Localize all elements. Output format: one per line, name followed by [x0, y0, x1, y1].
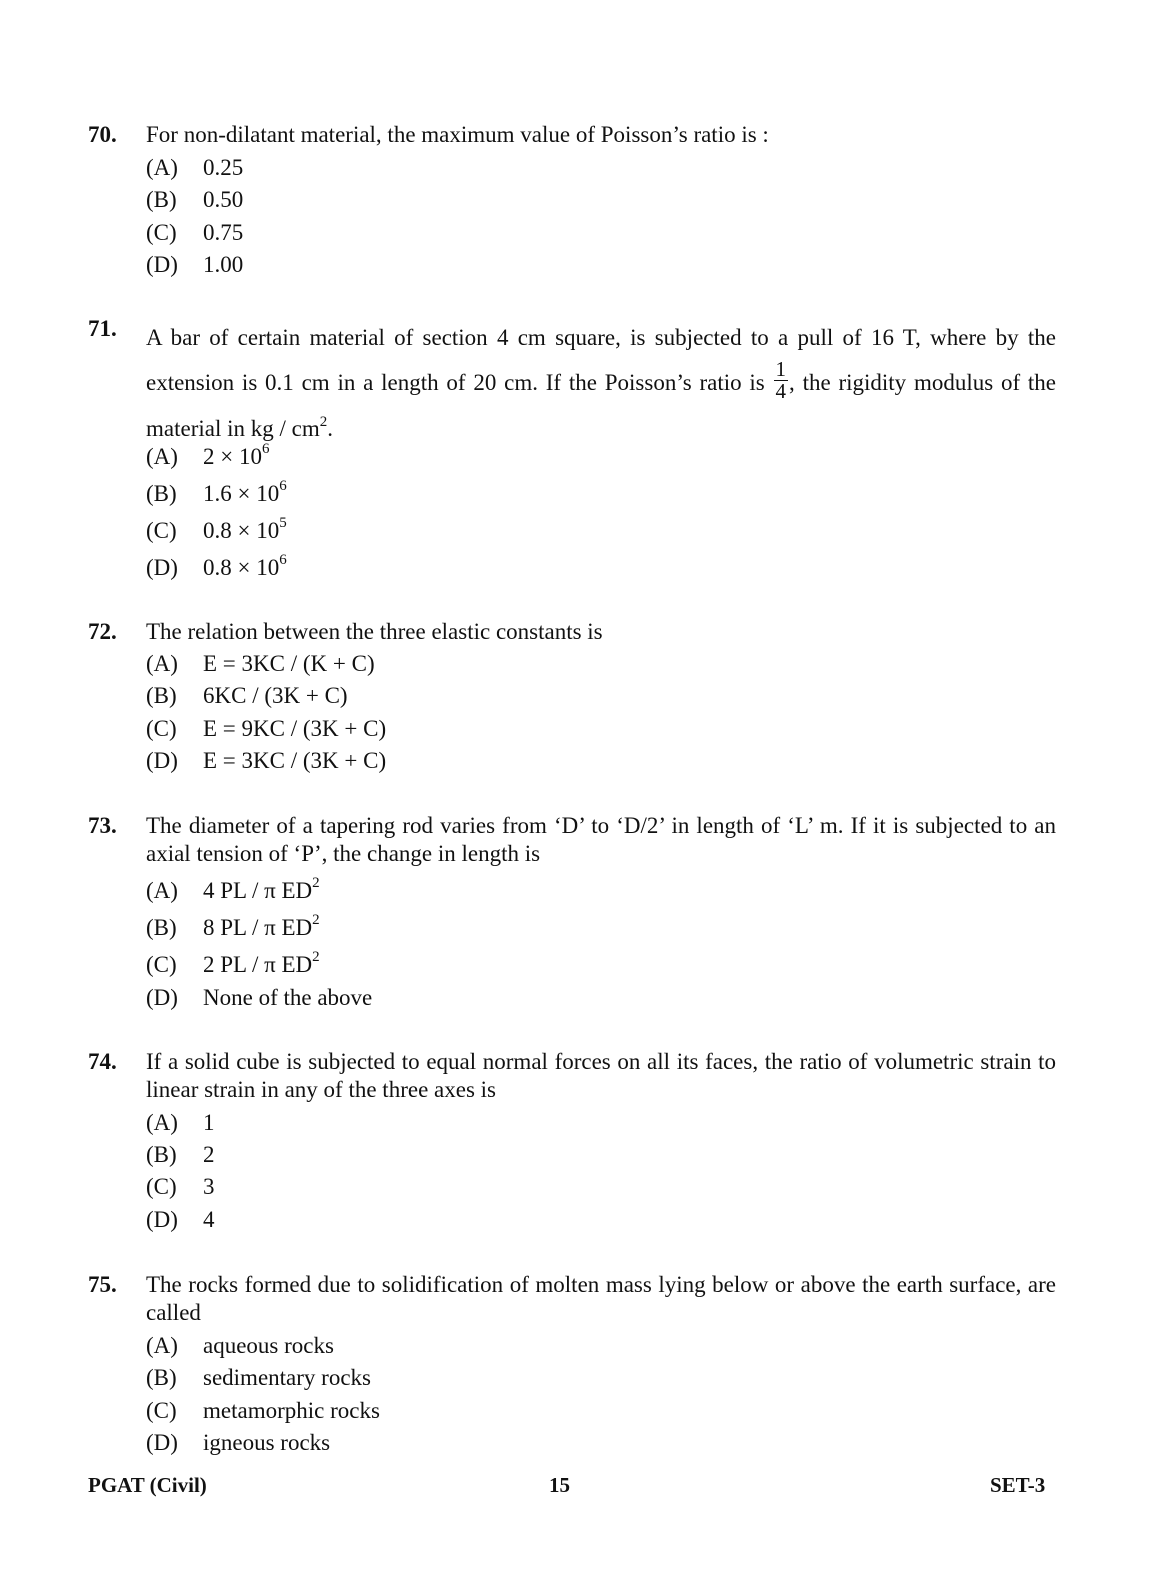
option-label: (B) — [146, 187, 177, 212]
option-exponent: 2 — [312, 875, 320, 892]
question-number: 72. — [88, 619, 117, 644]
option-text: 8 PL / π ED — [203, 915, 313, 940]
option-label: (D) — [146, 748, 178, 773]
footer-set-number: SET-3 — [990, 1473, 1046, 1497]
option-exponent: 6 — [279, 478, 287, 495]
option-text: sedimentary rocks — [203, 1365, 371, 1390]
option-c — [146, 715, 386, 743]
option-label: (B) — [146, 683, 177, 708]
option-d — [146, 251, 243, 279]
unit-exponent: 2 — [319, 413, 328, 430]
option-b — [146, 480, 287, 508]
option-label: (C) — [146, 1174, 177, 1199]
option-d — [146, 1206, 215, 1234]
option-label: (B) — [146, 915, 177, 940]
option-b — [146, 682, 348, 710]
option-d — [146, 554, 287, 582]
option-b — [146, 914, 320, 942]
option-text: 0.50 — [203, 187, 244, 212]
option-text: 0.8 × 10 — [203, 518, 280, 543]
option-c — [146, 219, 243, 247]
option-text: 0.25 — [203, 155, 244, 180]
option-label: (C) — [146, 220, 177, 245]
question-text: The relation between the three elastic constants is — [146, 619, 603, 644]
fraction-denominator: 4 — [775, 379, 787, 404]
question-text: If a solid cube is subjected to equal normal forces on all its faces, the ratio of volumetric strain to linear strain in any of the three axes is — [146, 1049, 1056, 1102]
option-text: 1.00 — [203, 252, 244, 277]
option-b — [146, 186, 243, 214]
option-text: 2 × 10 — [203, 444, 262, 469]
option-a — [146, 877, 320, 905]
option-text: E = 9KC / (3K + C) — [203, 716, 387, 741]
option-text: aqueous rocks — [203, 1333, 334, 1358]
option-c — [146, 1397, 380, 1425]
option-a — [146, 154, 243, 182]
option-exponent: 5 — [279, 515, 287, 532]
option-c — [146, 951, 320, 979]
option-exponent: 2 — [312, 912, 320, 929]
option-text: 0.75 — [203, 220, 244, 245]
option-label: (B) — [146, 481, 177, 506]
option-a — [146, 443, 269, 471]
option-label: (C) — [146, 518, 177, 543]
option-label: (A) — [146, 651, 178, 676]
option-d — [146, 1429, 330, 1457]
option-text: metamorphic rocks — [203, 1398, 380, 1423]
footer-exam-name: PGAT (Civil) — [88, 1473, 207, 1497]
option-text: igneous rocks — [203, 1430, 331, 1455]
option-a — [146, 650, 375, 678]
question-text — [146, 315, 1056, 451]
option-text: 0.8 × 10 — [203, 555, 280, 580]
question-number: 73. — [88, 813, 117, 838]
fraction — [774, 359, 789, 402]
option-c — [146, 517, 287, 545]
option-label: (D) — [146, 252, 178, 277]
option-b — [146, 1364, 371, 1392]
option-a — [146, 1109, 215, 1137]
option-text: 4 — [203, 1207, 215, 1232]
question-number: 75. — [88, 1272, 117, 1297]
option-text: 2 PL / π ED — [203, 952, 313, 977]
option-text: 3 — [203, 1174, 215, 1199]
option-text: 2 — [203, 1142, 215, 1167]
option-a — [146, 1332, 334, 1360]
option-text: E = 3KC / (K + C) — [203, 651, 375, 676]
option-exponent: 2 — [312, 949, 320, 966]
question-number: 74. — [88, 1049, 117, 1074]
option-label: (B) — [146, 1142, 177, 1167]
option-label: (A) — [146, 878, 178, 903]
question-text-part2: , the rigidity modulus of the material in kg / cm — [146, 370, 1057, 442]
option-text: 6KC / (3K + C) — [203, 683, 348, 708]
option-label: (D) — [146, 1430, 178, 1455]
option-text: None of the above — [203, 985, 373, 1010]
question-text: For non-dilatant material, the maximum value of Poisson’s ratio is : — [146, 122, 769, 147]
option-label: (A) — [146, 1333, 178, 1358]
option-exponent: 6 — [279, 552, 287, 569]
option-c — [146, 1173, 215, 1201]
option-label: (A) — [146, 1110, 178, 1135]
option-label: (B) — [146, 1365, 177, 1390]
option-text: 1.6 × 10 — [203, 481, 280, 506]
option-label: (D) — [146, 1207, 178, 1232]
option-b — [146, 1141, 215, 1169]
option-label: (D) — [146, 985, 178, 1010]
option-label: (C) — [146, 952, 177, 977]
option-label: (C) — [146, 1398, 177, 1423]
option-d — [146, 984, 372, 1012]
question-text: The rocks formed due to solidification of molten mass lying below or above the earth surface, are called — [146, 1272, 1056, 1325]
fraction-numerator: 1 — [775, 357, 787, 382]
footer-page-number: 15 — [549, 1473, 570, 1497]
option-exponent: 6 — [261, 441, 270, 458]
option-d — [146, 747, 386, 775]
question-number: 70. — [88, 122, 117, 147]
option-label: (D) — [146, 555, 178, 580]
question-text-end: . — [327, 416, 333, 442]
option-label: (C) — [146, 716, 177, 741]
option-label: (A) — [146, 155, 178, 180]
option-label: (A) — [146, 444, 178, 469]
question-text-part1: A bar of certain material of section 4 cm square, is subjected to a pull of 16 T, where by the extension is 0.1 cm in a length of 20 cm. If the Poisson’s ratio is — [146, 325, 1056, 395]
question-text: The diameter of a tapering rod varies from ‘D’ to ‘D/2’ in length of ‘L’ m. If it is subjected to an axial tension of ‘P’, the change in length is — [146, 813, 1056, 866]
question-number: 71. — [88, 316, 117, 341]
option-text: E = 3KC / (3K + C) — [203, 748, 387, 773]
option-text: 4 PL / π ED — [203, 878, 313, 903]
option-text: 1 — [203, 1110, 215, 1135]
